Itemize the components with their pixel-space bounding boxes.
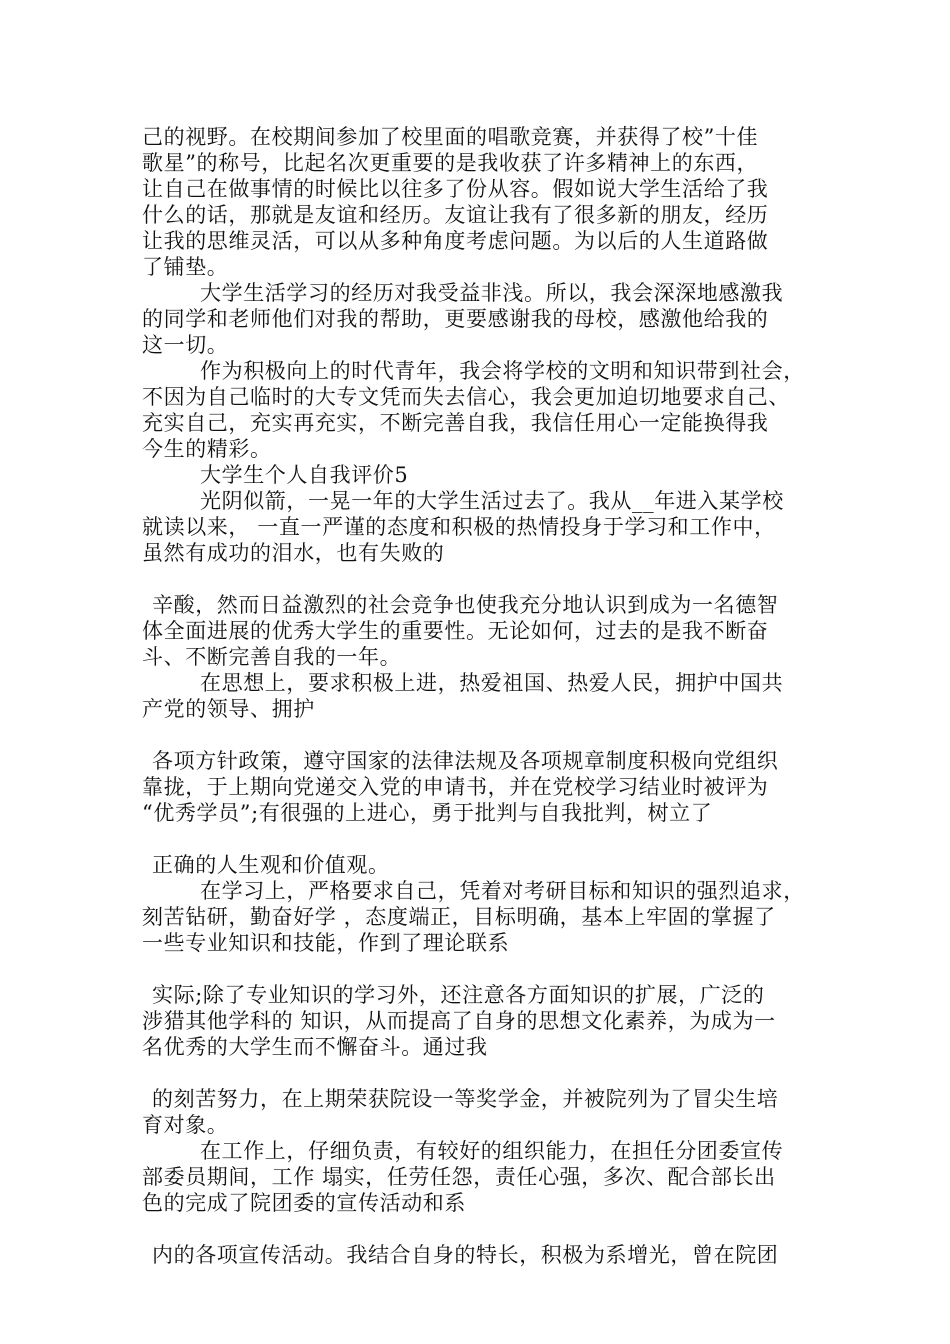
text-line: 己的视野。在校期间参加了校里面的唱歌竞赛，并获得了校”十佳 — [142, 125, 759, 149]
text-line: 在工作上，仔细负责，有较好的组织能力，在担任分团委宣传 — [200, 1139, 784, 1163]
text-line: 了铺垫。 — [142, 255, 229, 279]
text-line: 虽然有成功的泪水，也有失败的 — [142, 541, 445, 565]
text-line: 正确的人生观和价值观。 — [152, 853, 390, 877]
text-line: 歌星”的称号，比起名次更重要的是我收获了许多精神上的东西， — [142, 151, 759, 175]
text-line: 部委员期间，工作 塌实，任劳任怨，责任心强，多次、配合部长出 — [142, 1165, 776, 1189]
text-line: 就读以来， 一直一严谨的态度和积极的热情投身于学习和工作中， — [142, 515, 776, 539]
text-line: 大学生活学习的经历对我受益非浅。所以，我会深深地感激我 — [200, 281, 784, 305]
text-line: 辛酸，然而日益激烈的社会竞争也使我充分地认识到成为一名德智 — [152, 593, 779, 617]
section-heading: 大学生个人自我评价5 — [200, 463, 409, 487]
text-line: 什么的话，那就是友谊和经历。友谊让我有了很多新的朋友，经历 — [142, 203, 769, 227]
text-line: 今生的精彩。 — [142, 437, 272, 461]
text-line: 让自己在做事情的时候比以往多了份从容。假如说大学生活给了我 — [142, 177, 769, 201]
text-line: 内的各项宣传活动。我结合自身的特长，积极为系增光，曾在院团 — [152, 1243, 779, 1267]
text-line: 充实自己，充实再充实，不断完善自我，我信任用心一定能换得我 — [142, 411, 769, 435]
text-line: 实际;除了专业知识的学习外，还注意各方面知识的扩展，广泛的 — [152, 983, 765, 1007]
text-line: 不因为自己临时的大专文凭而失去信心，我会更加迫切地要求自己、 — [142, 385, 790, 409]
text-line: 产党的领导、拥护 — [142, 697, 315, 721]
text-line: 色的完成了院团委的宣传活动和系 — [142, 1191, 466, 1215]
text-line: 各项方针政策，遵守国家的法律法规及各项规章制度积极向党组织 — [152, 749, 779, 773]
text-line: 刻苦钻研，勤奋好学 ，态度端正，目标明确，基本上牢固的掌握了 — [142, 905, 776, 929]
text-line: 让我的思维灵活，可以从多种角度考虑问题。为以后的人生道路做 — [142, 229, 769, 253]
text-line: 在思想上，要求积极上进，热爱祖国、热爱人民，拥护中国共 — [200, 671, 784, 695]
text-line: “优秀学员”;有很强的上进心，勇于批判与自我批判，树立了 — [142, 801, 713, 825]
text-line: 体全面进展的优秀大学生的重要性。无论如何，过去的是我不断奋 — [142, 619, 769, 643]
text-line: 涉猎其他学科的 知识，从而提高了自身的思想文化素养，为成为一 — [142, 1009, 776, 1033]
text-line: 一些专业知识和技能，作到了理论联系 — [142, 931, 510, 955]
text-line: 光阴似箭，一晃一年的大学生活过去了。我从__年进入某学校 — [200, 489, 784, 513]
text-line: 作为积极向上的时代青年，我会将学校的文明和知识带到社会， — [200, 359, 805, 383]
text-line: 的刻苦努力，在上期荣获院设一等奖学金，并被院列为了冒尖生培 — [152, 1087, 779, 1111]
text-line: 靠拢，于上期向党递交入党的申请书，并在党校学习结业时被评为 — [142, 775, 769, 799]
text-line: 斗、不断完善自我的一年。 — [142, 645, 402, 669]
text-line: 名优秀的大学生而不懈奋斗。通过我 — [142, 1035, 488, 1059]
text-line: 的同学和老师他们对我的帮助，更要感谢我的母校，感激他给我的 — [142, 307, 769, 331]
text-line: 育对象。 — [142, 1113, 229, 1137]
text-line: 在学习上，严格要求自己，凭着对考研目标和知识的强烈追求， — [200, 879, 805, 903]
text-line: 这一切。 — [142, 333, 229, 357]
